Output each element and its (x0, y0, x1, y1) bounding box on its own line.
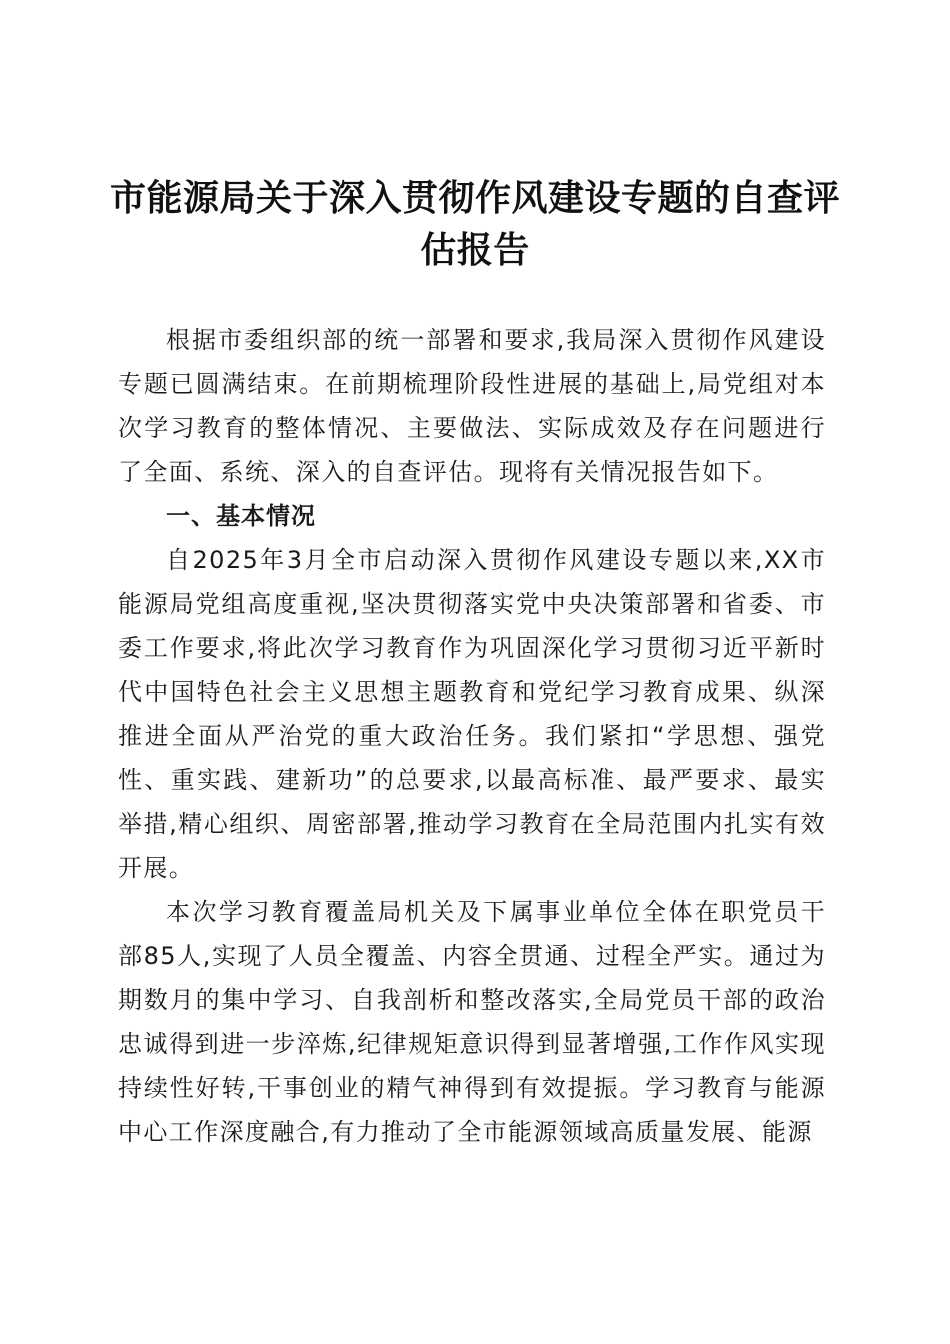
basic-situation-paragraph-1: 自2025年3月全市启动深入贯彻作风建设专题以来,XX市能源局党组高度重视,坚决贯彻落实党中央决策部署和省委、市委工作要求,将此次学习教育作为巩固深化学习贯彻习近平新时代中国特色社会主义思想主题教育和党纪学习教育成果、纵深推进全面从严治党的重大政治任务。我们紧扣“学思想、强党性、重实践、建新功”的总要求,以最高标准、最严要求、最实举措,精心组织、周密部署,推动学习教育在全局范围内扎实有效开展。 (118, 546, 826, 882)
section-heading-basic-situation: 一、基本情况 (166, 502, 316, 530)
basic-situation-paragraph-2: 本次学习教育覆盖局机关及下属事业单位全体在职党员干部85人,实现了人员全覆盖、内容全贯通、过程全严实。通过为期数月的集中学习、自我剖析和整改落实,全局党员干部的政治忠诚得到进一步淬炼,纪律规矩意识得到显著增强,工作作风实现持续性好转,干事创业的精气神得到有效提振。学习教育与能源中心工作深度融合,有力推动了全市能源领域高质量发展、能源 (118, 898, 826, 1146)
document-title: 市能源局关于深入贯彻作风建设专题的自查评估报告 (110, 177, 841, 271)
document-body (118, 318, 826, 1154)
intro-paragraph: 根据市委组织部的统一部署和要求,我局深入贯彻作风建设专题已圆满结束。在前期梳理阶段性进展的基础上,局党组对本次学习教育的整体情况、主要做法、实际成效及存在问题进行了全面、系统、深入的自查评估。现将有关情况报告如下。 (118, 326, 826, 486)
